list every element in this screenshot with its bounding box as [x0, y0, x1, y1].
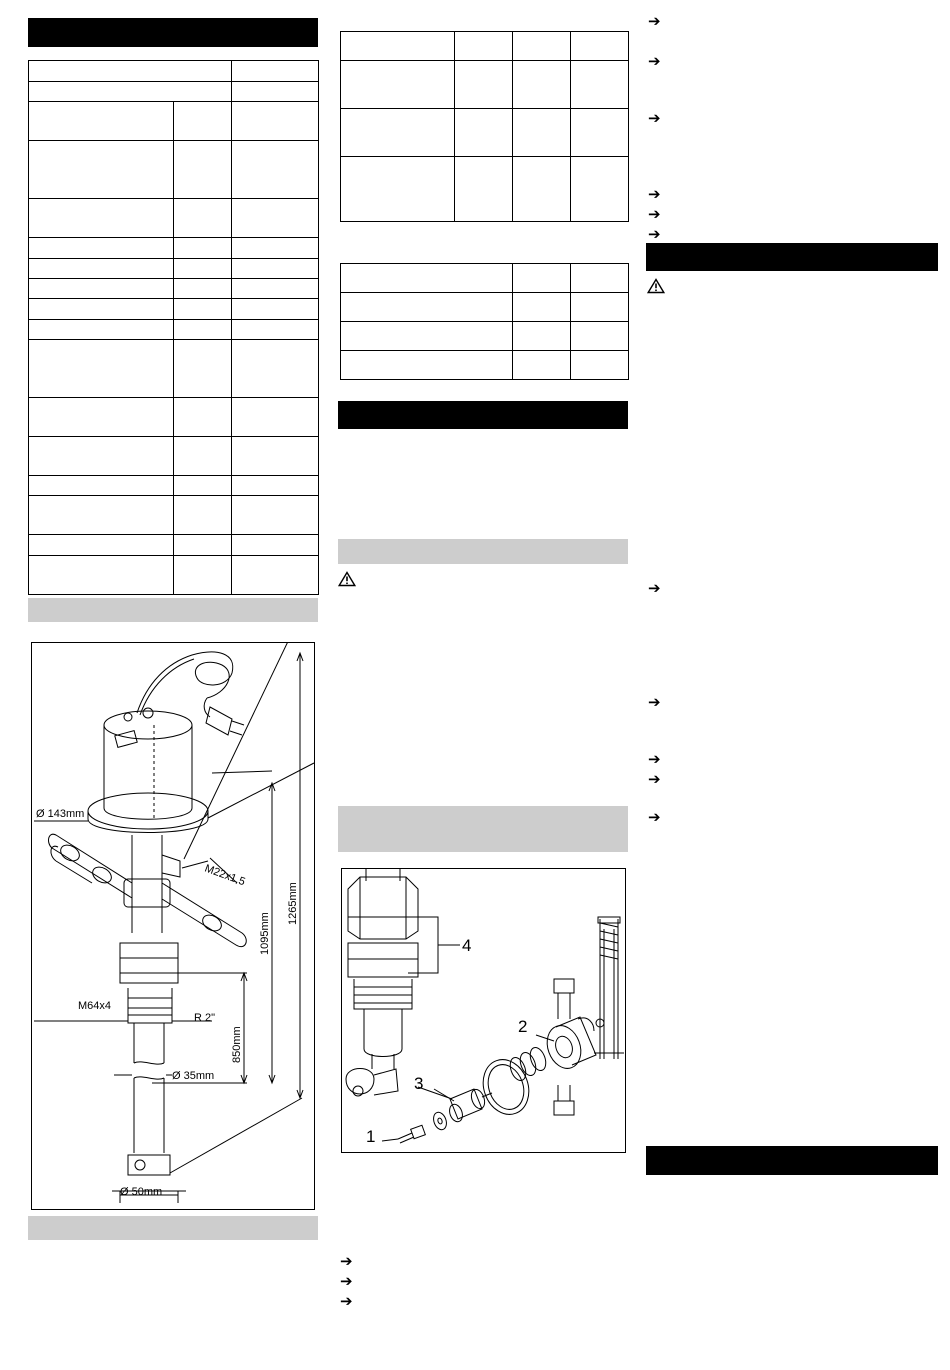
table-row — [341, 109, 629, 157]
table-row — [341, 264, 629, 293]
arrow-right-icon: ➔ — [648, 693, 661, 711]
warning-triangle-icon — [338, 571, 356, 587]
table-row — [29, 299, 319, 320]
table-row — [29, 141, 319, 199]
table-row — [29, 437, 319, 476]
arrow-right-icon: ➔ — [648, 579, 661, 597]
label-length-1095: 1095mm — [259, 912, 271, 955]
table-row — [29, 102, 319, 141]
label-length-1265: 1265mm — [287, 882, 299, 925]
section-header-bar-col3-bottom — [646, 1146, 938, 1175]
label-thread-m22: M22x1,5 — [202, 862, 247, 889]
performance-table — [340, 31, 629, 222]
callout-3: 3 — [414, 1074, 424, 1093]
table-row — [29, 82, 319, 102]
accessories-table — [340, 263, 629, 380]
arrow-right-icon: ➔ — [648, 808, 661, 826]
section-header-bar-col1-bottom — [28, 1216, 318, 1240]
table-row — [29, 496, 319, 535]
arrow-right-icon: ➔ — [648, 12, 661, 30]
arrow-right-icon: ➔ — [648, 205, 661, 223]
section-header-bar-col1-top — [28, 18, 318, 47]
table-row — [29, 238, 319, 259]
section-header-bar-col2-warning — [338, 539, 628, 564]
arrow-right-icon: ➔ — [648, 185, 661, 203]
table-row — [341, 32, 629, 61]
section-header-bar-col2-repair — [338, 806, 628, 852]
label-diameter-35: Ø 35mm — [172, 1070, 215, 1082]
section-header-bar-dimensions — [28, 598, 318, 622]
valve-drawing-svg — [342, 869, 627, 1154]
section-header-bar-col2 — [338, 401, 628, 429]
table-row — [29, 340, 319, 398]
table-row — [29, 279, 319, 299]
table-row — [341, 61, 629, 109]
label-pipe-thread: R 2" — [194, 1012, 216, 1024]
table-row — [29, 259, 319, 279]
technical-data-table — [28, 60, 319, 595]
callout-2: 2 — [518, 1017, 528, 1036]
callout-4: 4 — [462, 936, 472, 955]
table-row — [29, 535, 319, 556]
table-row — [29, 61, 319, 82]
table-row — [341, 293, 629, 322]
pump-drawing-svg — [32, 643, 316, 1211]
arrow-right-icon: ➔ — [648, 750, 661, 768]
table-row — [341, 351, 629, 380]
valve-exploded-figure — [341, 868, 626, 1153]
arrow-right-icon: ➔ — [340, 1252, 353, 1270]
table-row — [29, 476, 319, 496]
arrow-right-icon: ➔ — [648, 52, 661, 70]
warning-triangle-icon — [647, 278, 665, 294]
section-header-bar-col3-top — [646, 243, 938, 271]
table-row — [29, 556, 319, 595]
arrow-right-icon: ➔ — [648, 770, 661, 788]
arrow-right-icon: ➔ — [340, 1292, 353, 1310]
label-diameter-143: Ø 143mm — [36, 808, 85, 820]
label-length-850: 850mm — [231, 1026, 243, 1063]
table-row — [29, 398, 319, 437]
label-diameter-50: Ø 50mm — [120, 1186, 163, 1198]
pump-dimension-figure — [31, 642, 315, 1210]
callout-1: 1 — [366, 1127, 376, 1146]
arrow-right-icon: ➔ — [340, 1272, 353, 1290]
arrow-right-icon: ➔ — [648, 225, 661, 243]
table-row — [341, 322, 629, 351]
arrow-right-icon: ➔ — [648, 109, 661, 127]
table-row — [341, 157, 629, 222]
label-thread-m64: M64x4 — [78, 1000, 112, 1012]
table-row — [29, 320, 319, 340]
table-row — [29, 199, 319, 238]
